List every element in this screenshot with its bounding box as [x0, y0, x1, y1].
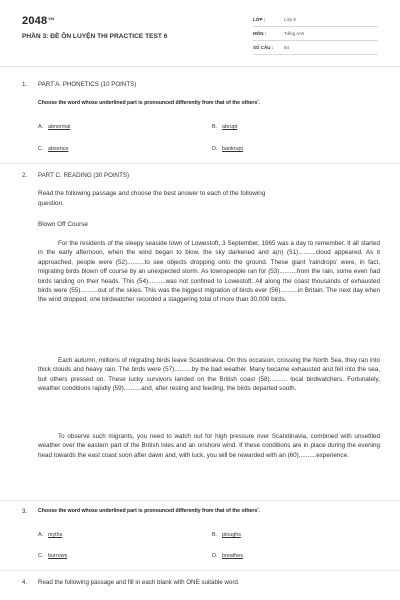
q1-option-d-word: bankrupt: [222, 146, 243, 152]
question-3-number: 3.: [22, 508, 28, 515]
question-4-instruction: Read the following passage and fill in each blank with ONE suitable word.: [38, 579, 240, 586]
question-3-instruction: Choose the word whose underlined part is pronounced differently from that of the others'.: [38, 508, 261, 514]
passage-paragraph-2: Each autumn, millions of migrating birds leave Scandinavia. On this occasion, crossing the North Sea, they ran into thick clouds and heavy rain. The birds were (57)..........by the bad weather. Many became exhausted and fell into the sea, but others pressed on. These lucky survivors landed on the British coast (58).......... local birdwatchers. Fortunately, weather conditions rapidly (59)..........and, after resting and feeding, the birds departed south.: [38, 357, 380, 393]
passage-title: Blown Off Course: [38, 221, 88, 228]
question-2-number: 2.: [22, 172, 28, 179]
q1-option-d[interactable]: [212, 146, 243, 152]
q1-option-a-word: abnormal: [48, 124, 71, 130]
page-header: [0, 0, 400, 66]
q1-option-c-letter: C.: [38, 146, 44, 152]
question-4-number: 4.: [22, 579, 28, 586]
q1-option-b-word: abrupt: [222, 124, 238, 130]
meta-count-row: [253, 42, 378, 55]
q3-option-d-letter: D.: [212, 553, 218, 559]
meta-count-label: SỐ CÂU :: [253, 45, 274, 50]
q3-option-c-word: burrows: [48, 553, 68, 559]
question-separator: [0, 570, 400, 571]
meta-subject-value: Tiếng Anh: [284, 31, 305, 36]
q1-option-d-letter: D.: [212, 146, 218, 152]
q3-option-b-letter: B.: [212, 532, 218, 538]
q3-option-a[interactable]: [38, 532, 62, 538]
logo-suffix: VN: [48, 16, 55, 21]
q3-option-c[interactable]: [38, 553, 67, 559]
q3-option-a-word: myths: [48, 532, 63, 538]
logo: [22, 15, 54, 27]
q3-option-d[interactable]: [212, 553, 243, 559]
passage-paragraph-1: For the residents of the sleepy seaside town of Lowestoft, 3 September, 1965 was a day to remember. It all started in the early afternoon, when the wind began to blow, the sky darkened and a(n) (51)..........cloud appeared. As it approached, people were (52)..........to see objects dropping onto the ground. These giant 'raindrops' were, in fact, migrating birds blown off course by an unexpected storm. As townspeople ran for (53)..........from the rain, some even had birds landing on their heads. This (54)..........was not confined to Lowestoft. All along the coast thousands of exhausted birds were (55)..........out of the skies. This was the biggest migration of birds ever (56)..........in Britain. The next day when the wind dropped, one birdwatcher recorded a staggering total of more than 30,000 birds.: [38, 240, 380, 304]
question-1-number: 1.: [22, 81, 28, 88]
q3-option-d-word: breathes: [222, 553, 243, 559]
meta-subject-label: MÔN :: [253, 31, 267, 36]
q1-option-b[interactable]: [212, 124, 237, 130]
q1-option-c[interactable]: [38, 146, 68, 152]
meta-subject-row: [253, 28, 378, 41]
meta-class-value: Lớp 9: [284, 17, 296, 22]
q3-option-a-letter: A.: [38, 532, 44, 538]
q3-option-b[interactable]: [212, 532, 241, 538]
header-divider: [0, 66, 400, 67]
meta-count-value: 84: [284, 45, 290, 50]
q3-option-c-letter: C.: [38, 553, 44, 559]
question-2-instruction-line1: Read the following passage and choose the best answer to each of the following: [38, 190, 266, 197]
q1-option-a[interactable]: [38, 124, 70, 130]
logo-text: 2048: [22, 15, 48, 27]
question-2-instruction-line2: question.: [38, 200, 64, 207]
page-title: PHẦN 3: ĐỀ ÔN LUYỆN THI PRACTICE TEST 6: [22, 33, 168, 40]
question-2-heading: PART C. READING (30 POINTS): [38, 172, 130, 179]
meta-class-label: LỚP :: [253, 17, 266, 22]
question-1-heading: PART A. PHONETICS (10 POINTS): [38, 81, 137, 88]
meta-class-row: [253, 14, 378, 27]
question-separator: [0, 500, 400, 501]
q1-option-c-word: absence: [48, 146, 69, 152]
q1-option-a-letter: A.: [38, 124, 44, 130]
passage-paragraph-3: To observe such migrants, you need to watch out for high pressure over Scandinavia, combined with unsettled weather over the eastern part of the British Isles and an onshore wind. If these conditions are in place during the evening head towards the east coast soon after dawn and, with luck, you will be rewarded with an (60)..........experience.: [38, 433, 380, 459]
q3-option-b-word: ploughs: [222, 532, 241, 538]
question-1-instruction: Choose the word whose underlined part is pronounced differently from that of the others'.: [38, 100, 261, 106]
q1-option-b-letter: B.: [212, 124, 218, 130]
question-separator: [0, 163, 400, 164]
